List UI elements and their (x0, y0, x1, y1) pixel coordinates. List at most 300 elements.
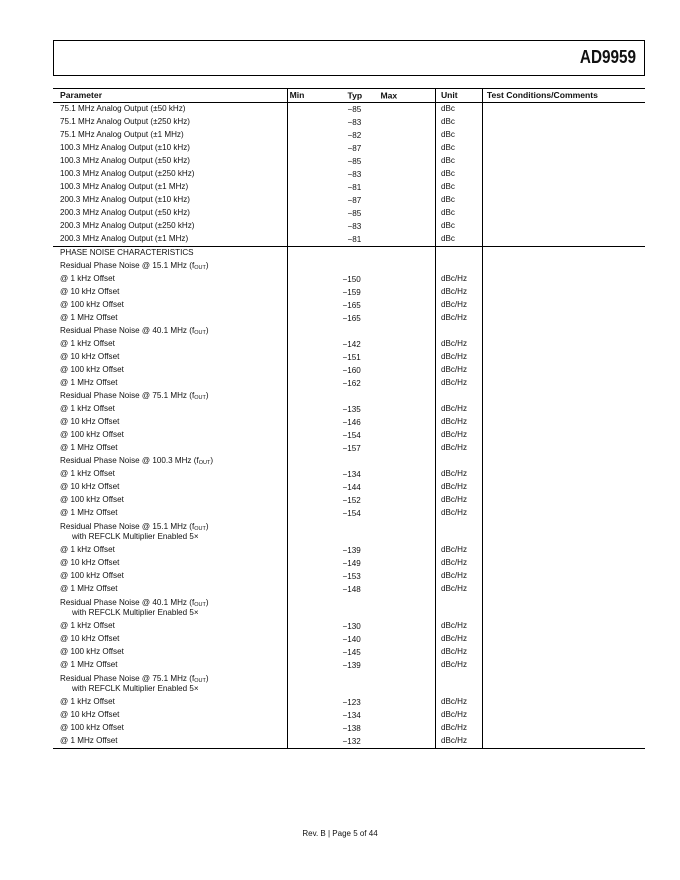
group-title-row (53, 260, 645, 273)
unit-cell: dBc/Hz (435, 351, 482, 364)
unit-cell: dBc (435, 116, 482, 129)
conditions-cell (482, 247, 645, 261)
typ-value: −81 (347, 234, 362, 244)
conditions-cell (482, 633, 645, 646)
offset-row (53, 659, 645, 672)
typ-max-cell (346, 194, 435, 207)
min-cell (287, 247, 346, 261)
unit-cell: dBc/Hz (435, 494, 482, 507)
min-cell (287, 286, 346, 299)
typ-max-cell (342, 709, 435, 722)
min-cell (287, 722, 346, 735)
group-title: Residual Phase Noise @ 40.1 MHz ( (60, 325, 192, 335)
fout-symbol: f (191, 325, 195, 335)
min-cell (287, 207, 346, 220)
offset-row (53, 364, 645, 377)
typ-max-cell (342, 659, 435, 672)
table-row (53, 155, 645, 168)
unit-cell: dBc (435, 233, 482, 247)
typ-value: −160 (342, 365, 361, 375)
conditions-cell (482, 194, 645, 207)
min-cell (287, 620, 346, 633)
offset-row (53, 481, 645, 494)
typ-value: −81 (347, 182, 362, 192)
conditions-cell (482, 155, 645, 168)
conditions-cell (482, 429, 645, 442)
fout-symbol: f (191, 597, 195, 607)
typ-value: −165 (342, 300, 361, 310)
fout-subscript: OUT (194, 677, 206, 684)
group-title-close: ) (205, 597, 209, 607)
unit-cell: dBc/Hz (435, 709, 482, 722)
conditions-cell (482, 260, 645, 273)
group-title-close: ) (205, 260, 209, 270)
parameter-cell: @ 1 MHz Offset (53, 377, 287, 390)
table-row (53, 116, 645, 129)
typ-value: −144 (342, 482, 361, 492)
parameter-cell: @ 100 kHz Offset (53, 722, 287, 735)
typ-value: −154 (342, 430, 361, 440)
conditions-cell (482, 168, 645, 181)
min-cell (287, 116, 346, 129)
parameter-cell: @ 10 kHz Offset (53, 416, 287, 429)
fout-subscript: OUT (194, 264, 206, 271)
fout-symbol: f (191, 390, 195, 400)
conditions-cell (482, 557, 645, 570)
conditions-cell (482, 570, 645, 583)
min-cell (287, 220, 346, 233)
typ-value: −159 (342, 287, 361, 297)
column-header-unit: Unit (435, 89, 482, 103)
unit-cell: dBc/Hz (435, 377, 482, 390)
parameter-cell (53, 260, 287, 273)
group-title-row (53, 672, 645, 696)
offset-row (53, 570, 645, 583)
unit-cell (435, 455, 482, 468)
conditions-cell (482, 596, 645, 620)
typ-max-cell (346, 260, 435, 273)
unit-cell: dBc/Hz (435, 557, 482, 570)
parameter-cell: 75.1 MHz Analog Output (±50 kHz) (53, 103, 287, 117)
parameter-cell: 100.3 MHz Analog Output (±250 kHz) (53, 168, 287, 181)
typ-max-cell (342, 646, 435, 659)
offset-row (53, 468, 645, 481)
conditions-cell (482, 544, 645, 557)
parameter-cell: @ 100 kHz Offset (53, 429, 287, 442)
typ-value: −151 (342, 352, 361, 362)
group-title-row (53, 325, 645, 338)
typ-max-cell (342, 273, 435, 286)
unit-cell (435, 390, 482, 403)
conditions-cell (482, 312, 645, 325)
conditions-cell (482, 220, 645, 233)
unit-cell (435, 247, 482, 261)
conditions-cell (482, 442, 645, 455)
parameter-cell: 75.1 MHz Analog Output (±250 kHz) (53, 116, 287, 129)
unit-cell: dBc (435, 220, 482, 233)
parameter-cell: @ 1 MHz Offset (53, 507, 287, 520)
typ-value: −165 (342, 313, 361, 323)
typ-value: −132 (342, 736, 361, 746)
conditions-cell (482, 299, 645, 312)
parameter-cell: @ 1 MHz Offset (53, 583, 287, 596)
typ-max-cell (346, 233, 435, 247)
min-cell (287, 312, 346, 325)
unit-cell: dBc/Hz (435, 442, 482, 455)
group-title-close: ) (205, 325, 209, 335)
min-cell (287, 709, 346, 722)
typ-max-cell (342, 722, 435, 735)
unit-cell: dBc (435, 103, 482, 117)
min-cell (287, 429, 346, 442)
conditions-cell (482, 672, 645, 696)
group-title: Residual Phase Noise @ 15.1 MHz ( (60, 521, 192, 531)
offset-row (53, 273, 645, 286)
table-row (53, 168, 645, 181)
min-cell (287, 390, 346, 403)
min-cell (287, 544, 346, 557)
unit-cell: dBc/Hz (435, 583, 482, 596)
min-cell (287, 181, 346, 194)
offset-row (53, 709, 645, 722)
typ-value: −142 (342, 339, 361, 349)
typ-max-cell (346, 207, 435, 220)
min-cell (287, 570, 346, 583)
parameter-cell: 200.3 MHz Analog Output (±10 kHz) (53, 194, 287, 207)
conditions-cell (482, 507, 645, 520)
table-row (53, 194, 645, 207)
unit-cell: dBc/Hz (435, 338, 482, 351)
parameter-cell: @ 10 kHz Offset (53, 351, 287, 364)
min-cell (287, 633, 346, 646)
min-cell (287, 233, 346, 247)
min-cell (287, 142, 346, 155)
offset-row (53, 416, 645, 429)
unit-cell (435, 260, 482, 273)
typ-max-cell (346, 168, 435, 181)
min-cell (287, 646, 346, 659)
parameter-cell: @ 100 kHz Offset (53, 299, 287, 312)
parameter-cell: @ 10 kHz Offset (53, 286, 287, 299)
table-row (53, 129, 645, 142)
typ-max-cell (342, 494, 435, 507)
header-box (53, 40, 645, 76)
min-cell (287, 325, 346, 338)
typ-max-cell (346, 142, 435, 155)
typ-max-cell (346, 596, 435, 620)
parameter-cell: @ 1 kHz Offset (53, 620, 287, 633)
parameter-cell: @ 100 kHz Offset (53, 646, 287, 659)
group-title: Residual Phase Noise @ 40.1 MHz ( (60, 597, 192, 607)
unit-cell: dBc (435, 194, 482, 207)
unit-cell (435, 672, 482, 696)
offset-row (53, 583, 645, 596)
min-cell (287, 273, 346, 286)
unit-cell: dBc/Hz (435, 633, 482, 646)
min-cell (287, 468, 346, 481)
typ-value: −154 (342, 508, 361, 518)
table-row (53, 181, 645, 194)
typ-max-cell (342, 416, 435, 429)
conditions-cell (482, 325, 645, 338)
parameter-cell: @ 10 kHz Offset (53, 709, 287, 722)
specifications-table (53, 88, 645, 749)
typ-max-cell (342, 286, 435, 299)
group-title-line2: with REFCLK Multiplier Enabled 5× (72, 608, 199, 618)
min-cell (287, 520, 346, 544)
fout-subscript: OUT (194, 601, 206, 608)
offset-row (53, 620, 645, 633)
typ-max-cell (342, 507, 435, 520)
fout-symbol: f (196, 455, 199, 465)
offset-row (53, 442, 645, 455)
conditions-cell (482, 364, 645, 377)
typ-value: −162 (342, 378, 361, 388)
typ-value: −157 (342, 443, 361, 453)
typ-max-cell (346, 103, 435, 117)
conditions-cell (482, 583, 645, 596)
unit-cell: dBc/Hz (435, 570, 482, 583)
min-cell (287, 338, 346, 351)
offset-row (53, 351, 645, 364)
parameter-cell: @ 1 kHz Offset (53, 544, 287, 557)
typ-value: −83 (347, 169, 362, 179)
parameter-cell: 200.3 MHz Analog Output (±250 kHz) (53, 220, 287, 233)
unit-cell: dBc/Hz (435, 416, 482, 429)
typ-value: −140 (342, 634, 361, 644)
parameter-cell (53, 390, 287, 403)
parameter-cell: @ 1 MHz Offset (53, 312, 287, 325)
typ-value: −134 (342, 469, 361, 479)
group-title-close: ) (205, 521, 209, 531)
min-cell (287, 455, 346, 468)
parameter-cell: @ 1 MHz Offset (53, 735, 287, 749)
parameter-cell: 75.1 MHz Analog Output (±1 MHz) (53, 129, 287, 142)
min-cell (287, 260, 346, 273)
min-cell (287, 364, 346, 377)
conditions-cell (482, 403, 645, 416)
typ-max-cell (342, 570, 435, 583)
typ-max-cell (346, 247, 435, 261)
offset-row (53, 696, 645, 709)
typ-max-cell (346, 520, 435, 544)
group-title: Residual Phase Noise @ 100.3 MHz ( (60, 455, 197, 465)
min-cell (287, 557, 346, 570)
typ-value: −85 (347, 104, 362, 114)
typ-max-cell (346, 220, 435, 233)
min-cell (287, 659, 346, 672)
typ-max-cell (342, 403, 435, 416)
typ-value: −145 (342, 647, 361, 657)
typ-value: −85 (347, 208, 362, 218)
conditions-cell (482, 455, 645, 468)
parameter-cell (53, 596, 287, 620)
offset-row (53, 312, 645, 325)
offset-row (53, 286, 645, 299)
typ-max-cell (342, 633, 435, 646)
min-cell (287, 494, 346, 507)
conditions-cell (482, 207, 645, 220)
typ-max-cell (346, 390, 435, 403)
typ-value: −134 (342, 710, 361, 720)
group-title-close: ) (205, 390, 209, 400)
typ-max-cell (346, 129, 435, 142)
page-footer: Rev. B | Page 5 of 44 (302, 829, 378, 838)
typ-max-cell (342, 735, 435, 749)
typ-max-cell (342, 696, 435, 709)
min-cell (287, 403, 346, 416)
unit-cell (435, 520, 482, 544)
conditions-cell (482, 142, 645, 155)
table-body (53, 103, 645, 749)
min-cell (287, 507, 346, 520)
unit-cell: dBc/Hz (435, 364, 482, 377)
offset-row (53, 494, 645, 507)
group-title-close: ) (205, 673, 209, 683)
conditions-cell (482, 659, 645, 672)
table-row (53, 103, 645, 117)
min-cell (287, 416, 346, 429)
conditions-cell (482, 181, 645, 194)
typ-value: −83 (347, 221, 362, 231)
section-heading-row (53, 247, 645, 261)
group-title: Residual Phase Noise @ 75.1 MHz ( (60, 673, 192, 683)
parameter-cell: @ 100 kHz Offset (53, 570, 287, 583)
typ-value: −85 (347, 156, 362, 166)
unit-cell: dBc (435, 168, 482, 181)
typ-max-cell (346, 155, 435, 168)
unit-cell: dBc/Hz (435, 620, 482, 633)
offset-row (53, 633, 645, 646)
typ-value: −82 (347, 130, 362, 140)
conditions-cell (482, 494, 645, 507)
typ-max-cell (342, 429, 435, 442)
fout-symbol: f (191, 673, 195, 683)
min-cell (287, 481, 346, 494)
unit-cell: dBc/Hz (435, 312, 482, 325)
unit-cell: dBc/Hz (435, 646, 482, 659)
conditions-cell (482, 129, 645, 142)
min-cell (287, 129, 346, 142)
conditions-cell (482, 520, 645, 544)
conditions-cell (482, 351, 645, 364)
offset-row (53, 299, 645, 312)
column-header-min: Min (287, 89, 346, 103)
unit-cell: dBc/Hz (435, 696, 482, 709)
min-cell (287, 583, 346, 596)
parameter-cell: @ 10 kHz Offset (53, 633, 287, 646)
parameter-cell: PHASE NOISE CHARACTERISTICS (53, 247, 287, 261)
conditions-cell (482, 286, 645, 299)
parameter-cell: @ 1 MHz Offset (53, 442, 287, 455)
typ-max-cell (342, 364, 435, 377)
parameter-cell: @ 1 kHz Offset (53, 403, 287, 416)
conditions-cell (482, 103, 645, 117)
offset-row (53, 429, 645, 442)
conditions-cell (482, 390, 645, 403)
conditions-cell (482, 416, 645, 429)
typ-max-cell (346, 325, 435, 338)
group-title-row (53, 455, 645, 468)
conditions-cell (482, 620, 645, 633)
group-title: Residual Phase Noise @ 75.1 MHz ( (60, 390, 192, 400)
group-title: Residual Phase Noise @ 15.1 MHz ( (60, 260, 192, 270)
unit-cell: dBc/Hz (435, 735, 482, 749)
conditions-cell (482, 377, 645, 390)
conditions-cell (482, 233, 645, 247)
fout-subscript: OUT (194, 525, 206, 532)
parameter-cell (53, 325, 287, 338)
group-title-close: ) (210, 455, 214, 465)
table-header-row (53, 89, 645, 103)
typ-max-cell (342, 583, 435, 596)
typ-max-cell (342, 442, 435, 455)
parameter-cell: @ 1 kHz Offset (53, 338, 287, 351)
parameter-cell: @ 1 MHz Offset (53, 659, 287, 672)
conditions-cell (482, 338, 645, 351)
conditions-cell (482, 709, 645, 722)
offset-row (53, 403, 645, 416)
min-cell (287, 299, 346, 312)
parameter-cell: @ 100 kHz Offset (53, 364, 287, 377)
typ-value: −153 (342, 571, 361, 581)
conditions-cell (482, 116, 645, 129)
typ-value: −87 (347, 143, 362, 153)
unit-cell: dBc/Hz (435, 468, 482, 481)
typ-max-cell (346, 116, 435, 129)
column-header-max: Max (380, 90, 398, 101)
unit-cell: dBc/Hz (435, 507, 482, 520)
unit-cell: dBc (435, 142, 482, 155)
typ-value: −152 (342, 495, 361, 505)
unit-cell: dBc (435, 129, 482, 142)
typ-value: −87 (347, 195, 362, 205)
min-cell (287, 194, 346, 207)
typ-max-cell (342, 299, 435, 312)
column-header-parameter: Parameter (53, 89, 287, 103)
parameter-cell (53, 672, 287, 696)
min-cell (287, 103, 346, 117)
unit-cell: dBc/Hz (435, 722, 482, 735)
offset-row (53, 338, 645, 351)
unit-cell: dBc/Hz (435, 273, 482, 286)
min-cell (287, 442, 346, 455)
fout-subscript: OUT (198, 459, 211, 466)
min-cell (287, 696, 346, 709)
conditions-cell (482, 468, 645, 481)
parameter-cell: 100.3 MHz Analog Output (±1 MHz) (53, 181, 287, 194)
typ-max-cell (342, 377, 435, 390)
min-cell (287, 735, 346, 749)
typ-value: −150 (342, 274, 361, 284)
unit-cell: dBc/Hz (435, 429, 482, 442)
offset-row (53, 735, 645, 749)
parameter-cell: @ 1 kHz Offset (53, 273, 287, 286)
column-header-conditions: Test Conditions/Comments (482, 89, 645, 103)
part-number: AD9959 (579, 47, 636, 67)
column-header-typ: Typ (347, 90, 363, 101)
unit-cell: dBc/Hz (435, 286, 482, 299)
min-cell (287, 377, 346, 390)
unit-cell: dBc/Hz (435, 659, 482, 672)
typ-value: −83 (347, 117, 362, 127)
parameter-cell: 200.3 MHz Analog Output (±50 kHz) (53, 207, 287, 220)
fout-subscript: OUT (194, 329, 206, 336)
fout-symbol: f (191, 260, 195, 270)
unit-cell: dBc (435, 155, 482, 168)
group-title-row (53, 596, 645, 620)
parameter-cell: @ 1 kHz Offset (53, 468, 287, 481)
